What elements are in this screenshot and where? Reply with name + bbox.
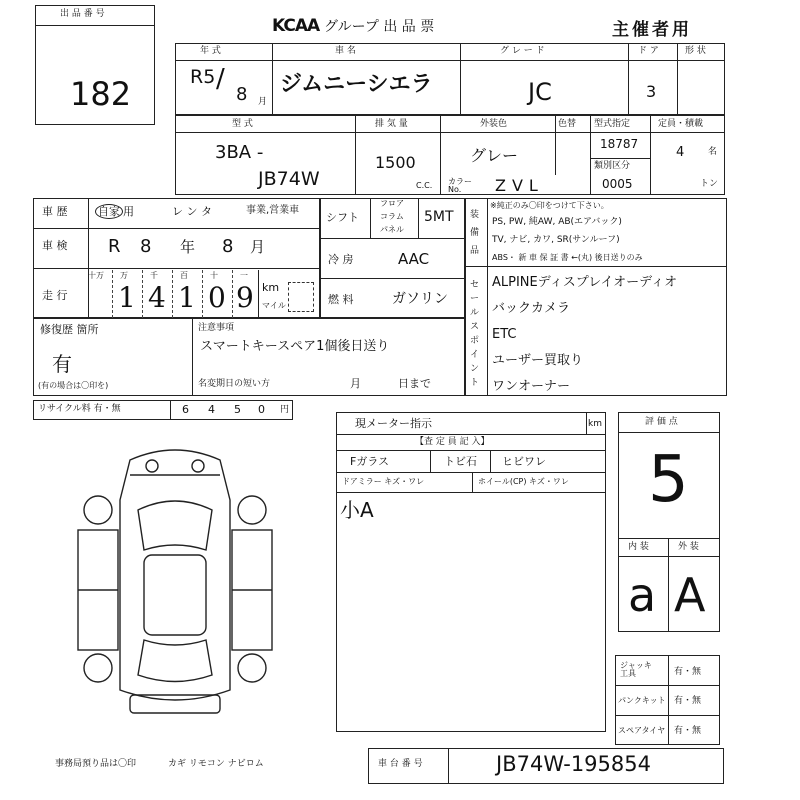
spare-label: スペアタイヤ [618,726,666,735]
mileage-unit-4: 十 [210,271,218,280]
exterior-score: A [674,568,706,622]
form-title: グループ 出 品 票 [324,19,435,35]
equipment-line1: PS, PW, 純AW, AB(エアバック) [492,217,622,227]
year-month-unit: 月 [258,97,268,107]
cooling-value: AAC [398,250,430,268]
equipment-line2: TV, ナビ, カワ, SR(サンルーフ) [492,235,620,245]
mileage-digit-4: 0 [208,281,226,314]
cooling-label: 冷 房 [328,253,354,266]
kcaa-logo: KCAA [272,16,320,36]
model-prefix: 3BA - [215,142,264,163]
jack-label: ジャッキ 工具 [620,661,652,678]
shift-label: シフト [326,211,359,224]
load-unit: トン [700,179,719,189]
recycle-digit-2: 5 [234,403,241,416]
recycle-label: リサイクル料 有・無 [38,404,121,414]
car-body-outline [120,450,230,700]
recycle-digit-0: 6 [182,403,189,416]
mile-label: マイル [262,301,286,310]
class-label: 類別区分 [594,161,631,171]
color-no-label: 色替 [558,119,577,129]
equipment-line3: ABS・ 新 車 保 証 書 ←(丸) 後日送りのみ [492,253,643,262]
equipment-note: ※純正のみ〇印をつけて下さい。 [490,201,609,210]
puncture-label: パンクキット [618,696,666,705]
meter-km: km [588,419,602,429]
score-label: 評 価 点 [645,417,678,427]
inspection-era: R [108,236,121,257]
office-note: 事務局預り品は〇印 [55,759,137,769]
repair-value: 有 [52,352,72,376]
model-value: JB74W [258,168,320,190]
shift-value: 5MT [424,209,454,225]
sales-point-3: ETC [492,327,517,342]
model-label: 型 式 [232,119,253,129]
mileage-unit-1: 万 [120,271,128,280]
color-value: グレー [470,146,519,165]
appraiser-label: 【査 定 員 記 入】 [415,437,490,447]
shift-opt-column: コラム [380,212,404,221]
headlight-left [146,460,158,472]
score-value: 5 [648,443,689,517]
inspection-month: 8 [222,236,234,257]
inspection-year-unit: 年 [180,238,196,256]
mileage-digit-2: 4 [148,281,166,314]
history-opt-business: 事業,営業車 [246,205,300,216]
inspection-year: 8 [140,236,152,257]
equipment-label: 装 備 品 [470,210,480,256]
notes-label: 注意事項 [198,323,235,333]
capacity-value: 4 [676,145,685,160]
meter-label: 現メーター指示 [355,417,432,430]
year-label: 年 式 [200,46,221,56]
type-label: 型式指定 [594,119,631,129]
mileage-unit-2: 千 [150,271,158,280]
rear-bumper [130,695,220,713]
color-code-label: カラー No. [448,177,472,194]
doors-value: 3 [646,82,657,101]
deadline-month: 月 [350,377,361,390]
car-windshield [138,501,212,550]
history-label: 車 歴 [42,205,68,218]
sales-point-5: ワンオーナー [492,379,571,394]
mileage-unit-5: 一 [240,271,248,280]
mileage-unit-3: 百 [180,271,188,280]
sales-point-2: バックカメラ [492,301,571,316]
glass-crack: ヒビワレ [502,455,546,468]
spare-value: 有・無 [674,726,702,736]
mirror-label: ドアミラー キズ・ワレ [342,477,425,486]
chassis-value: JB74W-195854 [496,752,651,776]
mileage-digit-5: 9 [236,281,254,314]
mile-checkbox [288,282,314,312]
type-value: 18787 [600,137,639,151]
mileage-digit-3: 1 [178,281,196,314]
history-opt-private: 自家 用 [95,206,134,217]
displacement-label: 排 気 量 [375,119,408,129]
shift-opt-panel: パネル [380,225,404,234]
fuel-value: ガソリン [392,291,448,307]
wheel-label: ホイール(CP) キズ・ワレ [478,477,569,486]
km-label: km [262,281,280,294]
mileage-unit-0: 十万 [88,271,104,280]
car-rear-window [138,640,212,682]
deadline-label: 名変期日の短い方 [198,379,271,389]
year-month: 8 [236,84,248,105]
sales-point-4: ユーザー買取り [492,353,584,368]
lot-number-value: 182 [70,75,132,113]
mileage-digit-1: 1 [118,281,136,314]
fuel-label: 燃 料 [328,293,354,306]
appraiser-handwritten: 小A [340,498,374,522]
recycle-digit-1: 4 [208,403,215,416]
wheel-front-left [84,496,112,524]
year-era: R5 [190,66,216,88]
sales-point-1: ALPINEディスプレイオーディオ [492,275,678,290]
notes-value: スマートキースペア1個後日送り [200,339,390,354]
history-opt-rental: レ ン タ [172,205,212,218]
organizer-label: 主催者用 [612,20,692,40]
glass-value: トビ石 [444,455,477,468]
jack-value: 有・無 [674,667,702,677]
puncture-value: 有・無 [674,696,702,706]
class-value: 0005 [602,177,633,191]
headlight-right [192,460,204,472]
recycle-digit-3: 0 [258,403,265,416]
history-selected: 自家 [95,204,123,219]
grade-value: JC [528,78,552,106]
exterior-label: 外 装 [678,542,699,552]
wheel-front-right [238,496,266,524]
car-name: ジムニーシエラ [280,72,433,97]
glass-label: Fガラス [350,455,389,468]
repair-label: 修復歴 箇所 [40,323,99,336]
displacement-value: 1500 [375,153,416,172]
exterior-color-label: 外装色 [480,119,508,129]
car-name-label: 車 名 [335,46,356,56]
capacity-label: 定員・積載 [658,119,704,129]
shape-label: 形 状 [685,46,706,56]
interior-score: a [628,568,657,622]
wheel-rear-left [84,654,112,682]
chassis-label: 車 台 番 号 [378,759,423,769]
lot-number-label: 出 品 番 号 [60,9,105,19]
cc-label: C.C. [416,181,433,190]
grade-label: グ レ ー ド [500,46,545,56]
mileage-label: 走 行 [42,289,68,302]
doors-label: ド ア [638,46,659,56]
repair-note: (有の場合は〇印を) [38,381,109,390]
car-roof [144,555,206,635]
deadline-day: 日まで [398,377,431,390]
year-slash: / [216,64,225,94]
sales-points-label: セールスポイント [470,280,480,388]
inspection-label: 車 検 [42,239,68,252]
inspection-month-unit: 月 [250,238,266,256]
car-diagram [70,440,280,740]
office-items: カギ リモコン ナビロム [168,759,264,769]
wheel-rear-right [238,654,266,682]
interior-label: 内 装 [628,542,649,552]
shift-opt-floor: フロア [380,199,404,208]
recycle-unit: 円 [280,405,290,415]
color-code: ZVL [495,176,544,195]
capacity-unit: 名 [708,147,718,157]
